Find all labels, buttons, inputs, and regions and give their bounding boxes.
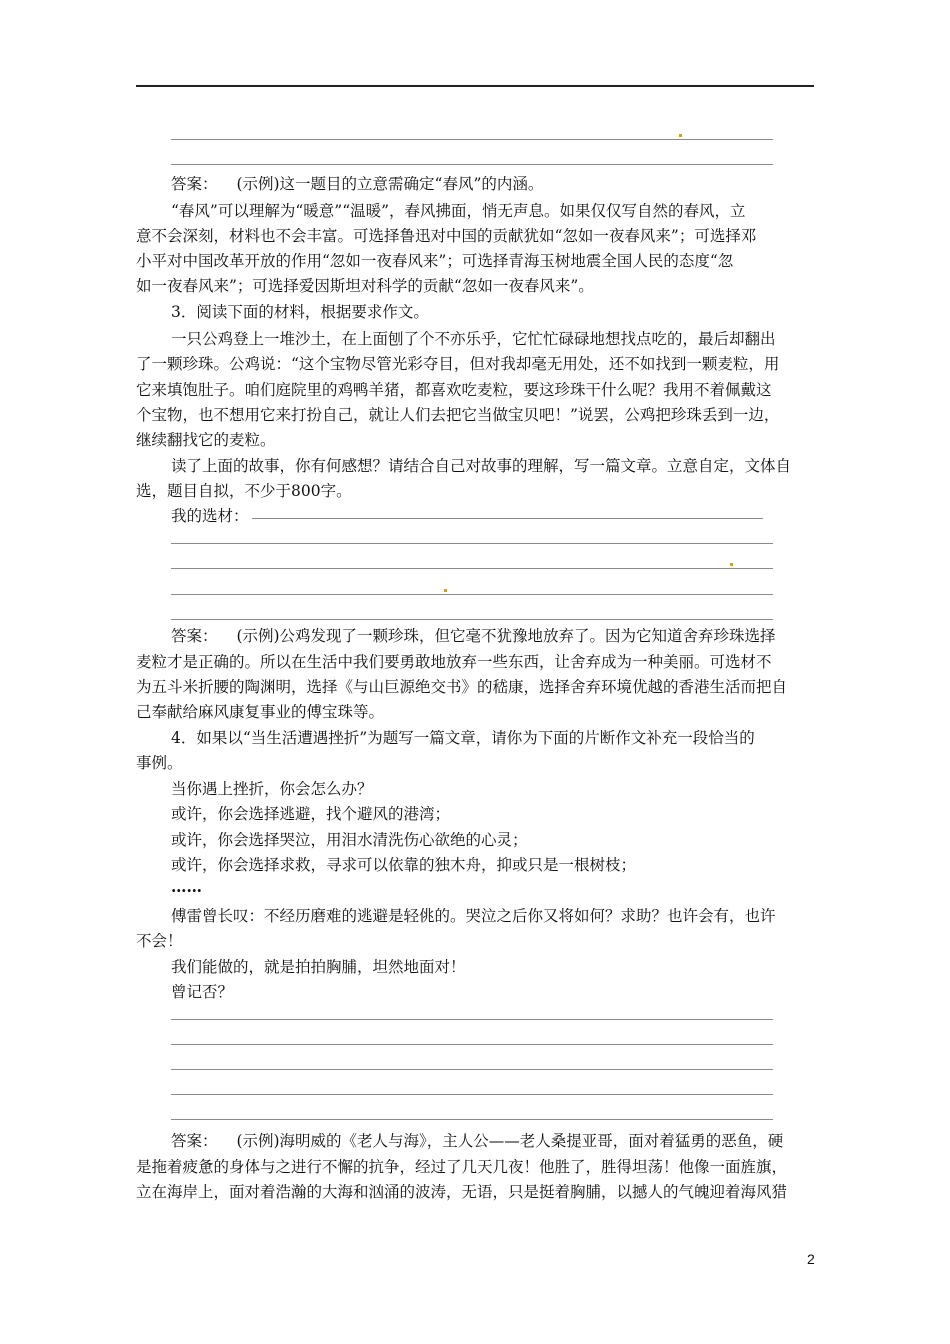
body-text: 一只公鸡登上一堆沙土，在上面刨了个不亦乐乎，它忙忙碌碌地想找点吃的，最后却翻出 (171, 330, 776, 348)
body-text: 读了上面的故事，你有何感想？请结合自己对故事的理解，写一篇文章。立意自定，文体自 (171, 457, 792, 475)
answer-blank-line[interactable] (171, 1069, 773, 1070)
body-text: 小平对中国改革开放的作用“忽如一夜春风来”；可选择青海玉树地震全国人民的态度“忽 (136, 252, 734, 270)
answer-text: 己奉献给麻风康复事业的傅宝珠等。 (136, 703, 385, 721)
answer-line (171, 174, 543, 194)
body-text: 意不会深刻，材料也不会丰富。可选择鲁迅对中国的贡献犹如“忽如一夜春风来”；可选择邓 (136, 227, 757, 245)
answer-label: 答案： (171, 1132, 218, 1150)
answer-text: (示例)这一题目的立意需确定“春风”的内涵。 (236, 175, 544, 193)
body-text: 如一夜春风来”；可选择爱因斯坦对科学的贡献“忽如一夜春风来”。 (136, 277, 594, 295)
body-text: 或许，你会选择求救，寻求可以依靠的独木舟，抑或只是一根树枝； (171, 856, 637, 874)
marker-dot (444, 589, 447, 592)
answer-label: 答案： (171, 175, 218, 193)
answer-label: 答案： (171, 627, 218, 645)
answer-line (171, 626, 776, 646)
body-text: 傅雷曾长叹：不经历磨难的逃避是轻佻的。哭泣之后你又将如何？求助？也许会有，也许 (171, 907, 776, 925)
answer-blank-line[interactable] (171, 1019, 773, 1020)
body-text: “春风”可以理解为“暖意”“温暖”，春风拂面，悄无声息。如果仅仅写自然的春风，立 (171, 202, 746, 220)
body-text: 了一颗珍珠。公鸡说：“这个宝物尽管光彩夺目，但对我却毫无用处，还不如找到一颗麦粒，用 (136, 355, 780, 373)
question-3-title: 3．阅读下面的材料，根据要求作文。 (171, 303, 429, 321)
answer-blank-line[interactable] (171, 139, 773, 140)
body-text: 选，题目自拟，不少于800字。 (136, 482, 352, 500)
answer-text: 麦粒才是正确的。所以在生活中我们要勇敢地放弃一些东西，让舍弃成为一种美丽。可选材不 (136, 653, 772, 671)
body-text: 我们能做的，就是拍拍胸脯，坦然地面对！ (171, 958, 466, 976)
header-rule (136, 85, 814, 87)
body-text: 不会！ (136, 932, 183, 950)
answer-line (171, 1131, 783, 1151)
marker-dot (679, 134, 682, 137)
choice-input-line[interactable] (252, 518, 763, 519)
answer-blank-line[interactable] (171, 164, 773, 165)
question-4-title: 事例。 (136, 754, 183, 772)
page-number: 2 (807, 1251, 815, 1267)
answer-text: 是拖着疲惫的身体与之进行不懈的抗争，经过了几天几夜！他胜了，胜得坦荡！他像一面旌旗， (136, 1158, 788, 1176)
answer-blank-line[interactable] (171, 543, 773, 544)
body-text: 个宝物，也不想用它来打扮自己，就让人们去把它当做宝贝吧！”说罢，公鸡把珍珠丢到一边， (136, 406, 780, 424)
answer-blank-line[interactable] (171, 1119, 773, 1120)
body-text: 它来填饱肚子。咱们庭院里的鸡鸭羊猪，都喜欢吃麦粒，要这珍珠干什么呢？我用不着佩戴这 (136, 381, 772, 399)
answer-blank-line[interactable] (171, 619, 773, 620)
body-text: 当你遇上挫折，你会怎么办？ (171, 780, 373, 798)
question-4-title: 4．如果以“当生活遭遇挫折”为题写一篇文章，请你为下面的片断作文补充一段恰当的 (171, 729, 755, 747)
answer-blank-line[interactable] (171, 1094, 773, 1095)
answer-blank-line[interactable] (171, 594, 773, 595)
answer-text: (示例)公鸡发现了一颗珍珠，但它毫不犹豫地放弃了。因为它知道舍弃珍珠选择 (236, 627, 776, 645)
body-text: 继续翻找它的麦粒。 (136, 431, 276, 449)
answer-text: 立在海岸上，面对着浩瀚的大海和汹涌的波涛，无语，只是挺着胸脯，以撼人的气魄迎着海风猎 (136, 1183, 788, 1201)
answer-text: 为五斗米折腰的陶渊明，选择《与山巨源绝交书》的嵇康，选择舍弃环境优越的香港生活而把自 (136, 678, 788, 696)
answer-blank-line[interactable] (171, 568, 773, 569)
body-text: 曾记否？ (171, 983, 234, 1001)
body-text: 或许，你会选择逃避，找个避风的港湾； (171, 805, 451, 823)
marker-dot (730, 563, 733, 566)
choice-label: 我的选材： (171, 507, 249, 525)
answer-text: (示例)海明威的《老人与海》，主人公——老人桑提亚哥，面对着猛勇的恶鱼，硬 (236, 1132, 784, 1150)
ellipsis: …… (171, 877, 202, 896)
body-text: 或许，你会选择哭泣，用泪水清洗伤心欲绝的心灵； (171, 831, 528, 849)
answer-blank-line[interactable] (171, 1044, 773, 1045)
